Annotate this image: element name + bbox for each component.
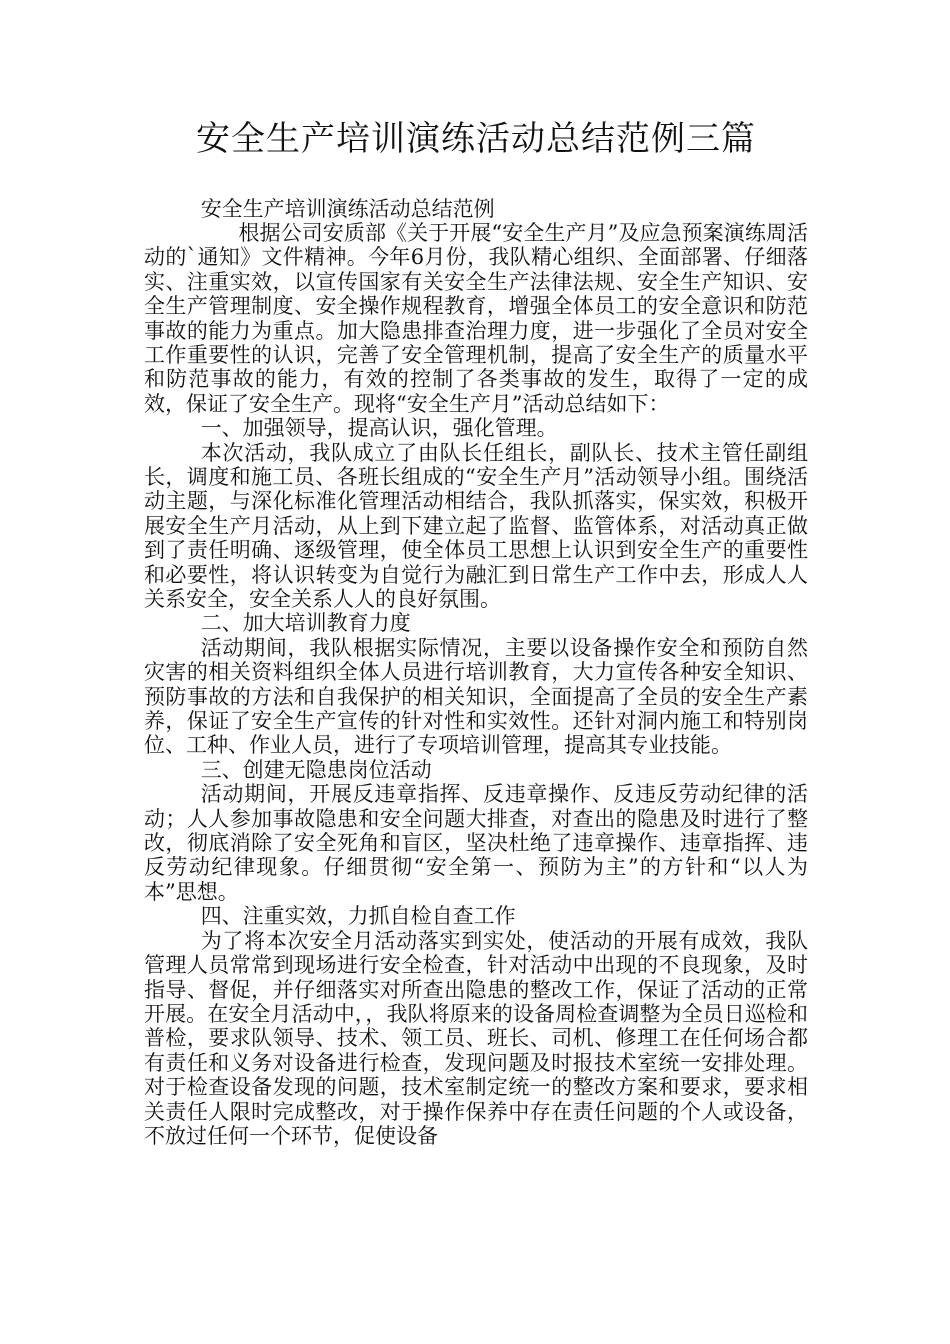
paragraph-section-3: 活动期间，开展反违章指挥、反违章操作、反违反劳动纪律的活动；人人参加事故隐患和安全问题大排查，对查出的隐患及时进行了整改，彻底消除了安全死角和盲区，坚决杜绝了违章操作、违章指挥、违反劳动纪律现象。仔细贯彻“安全第一、预防为主”的方针和“以人为本”思想。 — [144, 782, 808, 904]
paragraph-section-1: 本次活动，我队成立了由队长任组长，副队长、技术主管任副组长，调度和施工员、各班长组成的“安全生产月”活动领导小组。围绕活动主题，与深化标准化管理活动相结合，我队抓落实，保实效，积极开展安全生产月活动，从上到下建立起了监督、监管体系，对活动真正做到了责任明确、逐级管理，使全体员工思想上认识到安全生产的重要性和必要性，将认识转变为自觉行为融汇到日常生产工作中去，形成人人关系安全，安全关系人人的良好氛围。 — [144, 440, 808, 611]
section-heading-3: 三、创建无隐患岗位活动 — [200, 757, 432, 782]
paragraph-section-2: 活动期间，我队根据实际情况，主要以设备操作安全和预防自然灾害的相关资料组织全体人员进行培训教育，大力宣传各种安全知识、预防事故的方法和自我保护的相关知识，全面提高了全员的安全生产素养，保证了安全生产宣传的针对性和实效性。还针对洞内施工和特别岗位、工种、作业人员，进行了专项培训管理，提高其专业技能。 — [144, 635, 808, 758]
document-body — [144, 197, 808, 1149]
section-heading-1: 一、加强领导，提高认识，强化管理。 — [200, 416, 558, 441]
paragraph-section-4: 为了将本次安全月活动落实到实处，使活动的开展有成效，我队管理人员常常到现场进行安全检查，针对活动中出现的不良现象，及时指导、督促，并仔细落实对所查出隐患的整改工作，保证了活动的正常开展。在安全月活动中，，我队将原来的设备周检查调整为全员日巡检和普检，要求队领导、技术、领工员、班长、司机、修理工在任何场合都有责任和义务对设备进行检查，发现问题及时报技术室统一安排处理。对于检查设备发现的问题，技术室制定统一的整改方案和要求，要求相关责任人限时完成整改，对于操作保养中存在责任问题的个人或设备，不放过任何一个环节，促使设备 — [144, 928, 808, 1148]
document-page — [144, 118, 808, 1148]
section-heading-2: 二、加大培训教育力度 — [200, 611, 411, 636]
paragraph-intro: 根据公司安质部《关于开展“安全生产月”及应急预案演练周活动的`通知》文件精神。今年6月份，我队精心组织、全面部署、仔细落实、注重实效，以宣传国家有关安全生产法律法规、安全生产知识、安全生产管理制度、安全操作规程教育，增强全体员工的安全意识和防范事故的能力为重点。加大隐患排查治理力度，进一步强化了全员对安全工作重要性的认识，完善了安全管理机制，提高了安全生产的质量水平和防范事故的能力，有效的控制了各类事故的发生，取得了一定的成效，保证了安全生产。现将“安全生产月”活动总结如下： — [144, 220, 808, 416]
section-heading-4: 四、注重实效，力抓自检自查工作 — [200, 904, 516, 929]
document-subtitle: 安全生产培训演练活动总结范例 — [200, 196, 495, 221]
document-title: 安全生产培训演练活动总结范例三篇 — [196, 119, 756, 159]
